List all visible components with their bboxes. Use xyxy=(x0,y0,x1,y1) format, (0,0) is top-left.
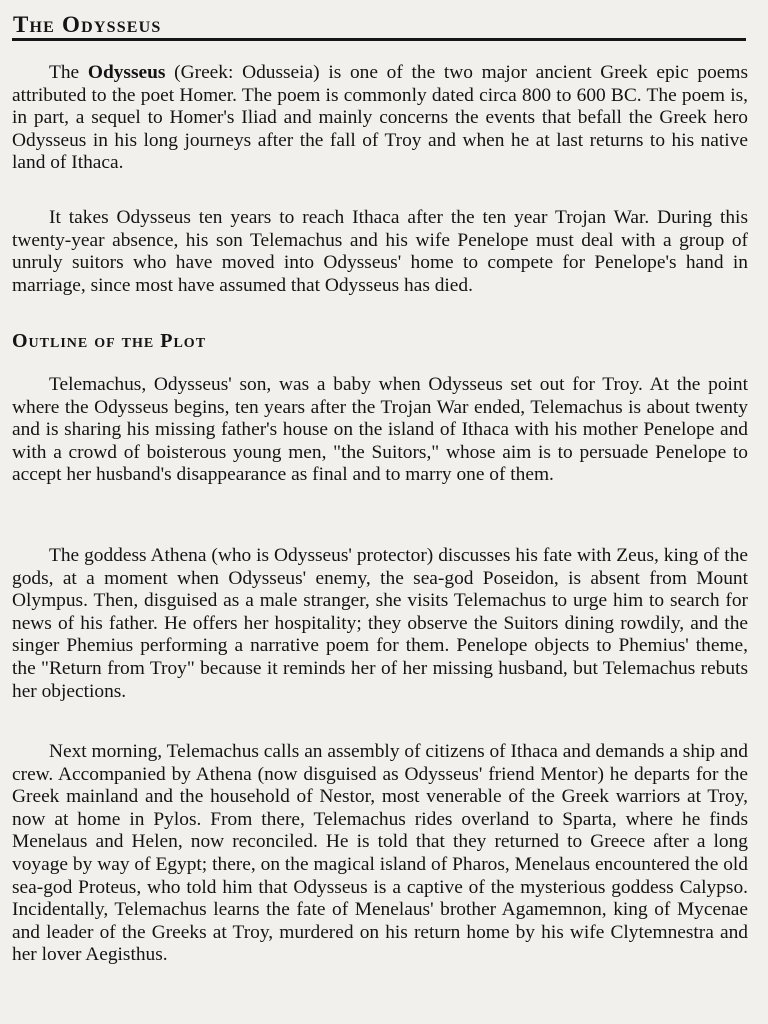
intro-bold-term: Odysseus xyxy=(87,62,166,83)
page-title: The Odysseus xyxy=(13,12,162,37)
plot-paragraph-journey: Next morning, Telemachus calls an assembly of citizens of Ithaca and demands a ship and crew. Accompanied by Athena (now disguised as Odysseus' friend Mentor) he departs for the Greek mainland and the household of Nestor, most venerable of the Greek warriors at Troy, now at home in Pylos. From there, Telemachus rides overland to Sparta, where he finds Menelaus and Helen, now reconciled. He is told that they returned to Greece after a long voyage by way of Egypt; there, on the magical island of Pharos, Menelaus encountered the old sea-god Proteus, who told him that Odysseus is a captive of the mysterious goddess Calypso. Incidentally, Telemachus learns the fate of Menelaus' brother Agamemnon, king of Mycenae and leader of the Greeks at Troy, murdered on his return home by his wife Clytemnestra and her lover Aegisthus. xyxy=(12,741,748,966)
intro-rest: (Greek: Odusseia) is one of the two major ancient Greek epic poems attributed to the poet Homer. The poem is commonly dated circa 800 to 600 BC. The poem is, in part, a sequel to Homer's Iliad and mainly concerns the events that befall the Greek hero Odysseus in his long journeys after the fall of Troy and when he at last returns to his native land of Ithaca. xyxy=(12,62,748,174)
plot-paragraph-telemachus: Telemachus, Odysseus' son, was a baby when Odysseus set out for Troy. At the point where the Odysseus begins, ten years after the Trojan War ended, Telemachus is about twenty and is sharing his missing father's house on the island of Ithaca with his mother Penelope and with a crowd of boisterous young men, "the Suitors," whose aim is to persuade Penelope to accept her husband's disappearance as final and to marry one of them. xyxy=(12,374,748,486)
intro-lead: The xyxy=(49,62,88,83)
plot-paragraph-athena: The goddess Athena (who is Odysseus' protector) discusses his fate with Zeus, king of the gods, at a moment when Odysseus' enemy, the sea-god Poseidon, is absent from Mount Olympus. Then, disguised as a male stranger, she visits Telemachus to urge him to search for news of his father. He offers her hospitality; they observe the Suitors dining rowdily, and the singer Phemius performing a narrative poem for them. Penelope objects to Phemius' theme, the "Return from Troy" because it reminds her of her missing husband, but Telemachus rebuts her objections. xyxy=(12,545,748,702)
section-heading: Outline of the Plot xyxy=(12,330,207,352)
absence-paragraph: It takes Odysseus ten years to reach Ithaca after the ten year Trojan War. During this twenty-year absence, his son Telemachus and his wife Penelope must deal with a group of unruly suitors who have moved into Odysseus' home to compete for Penelope's hand in marriage, since most have assumed that Odysseus has died. xyxy=(12,207,748,296)
intro-paragraph xyxy=(12,62,748,175)
title-underline xyxy=(12,38,746,41)
